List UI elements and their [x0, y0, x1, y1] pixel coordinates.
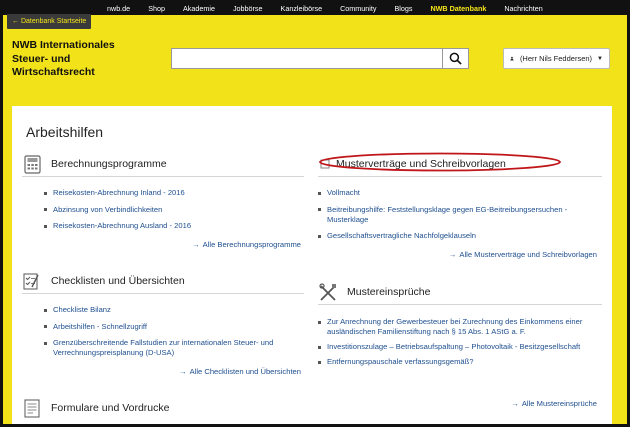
checklisten-link-list [44, 305, 299, 358]
more-link-label: Alle Berechnungsprogramme [202, 240, 301, 249]
divider [22, 293, 304, 294]
user-name: (Herr Nils Feddersen) [519, 54, 593, 63]
musterverträge-link-list [318, 188, 600, 241]
calculator-icon [22, 154, 42, 174]
list-item[interactable]: Reisekosten-Abrechnung Inland - 2016 [44, 188, 304, 198]
arrow-right-icon: → [178, 367, 187, 376]
list-item[interactable]: Abzinsung von Verbindlichkeiten [44, 205, 304, 215]
tools-icon [318, 282, 338, 302]
person-icon [510, 54, 514, 63]
brand-title[interactable] [12, 39, 152, 80]
search-button[interactable] [443, 48, 469, 69]
list-item[interactable]: Vollmacht [318, 188, 600, 198]
form-icon [22, 398, 42, 418]
user-menu-button[interactable] [503, 48, 610, 69]
section-formulare [22, 398, 169, 418]
list-item[interactable]: Entfernungspauschale verfassungsgemäß? [318, 357, 593, 367]
search-bar [171, 48, 469, 69]
top-navigation-items [98, 3, 552, 15]
divider [318, 304, 602, 305]
page-title: Arbeitshilfen [26, 124, 104, 140]
section-title[interactable]: Checklisten und Übersichten [51, 275, 185, 287]
list-item[interactable]: Grenzüberschreitende Fallstudien zur internationalen Steuer- und Verrechnungspreisplanung (D-USA) [44, 338, 299, 358]
brand-line-1: NWB Internationales [12, 39, 115, 51]
section-title[interactable]: Berechnungsprogramme [51, 158, 167, 170]
main-panel [12, 106, 612, 427]
list-item[interactable]: Gesellschaftsvertragliche Nachfolgeklauseln [318, 231, 600, 241]
search-icon [449, 52, 462, 65]
topnav-item-nachrichten[interactable]: Nachrichten [504, 4, 543, 13]
top-navigation [3, 3, 627, 15]
arrow-left-icon: ← [12, 18, 19, 25]
topnav-item-blogs[interactable]: Blogs [394, 4, 413, 13]
header [3, 15, 627, 107]
chevron-down-icon: ▼ [597, 55, 603, 62]
topnav-item-nwb[interactable]: nwb.de [107, 4, 131, 13]
brand-line-3: Wirtschaftsrecht [12, 66, 95, 78]
section-title[interactable]: Formulare und Vordrucke [51, 402, 170, 414]
topnav-item-jobboerse[interactable]: Jobbörse [232, 4, 263, 13]
berechnung-link-list [44, 188, 304, 231]
divider [22, 176, 304, 177]
all-musterverträge-link[interactable] [449, 250, 597, 259]
list-item[interactable]: Beitreibungshilfe: Feststellungsklage gegen EG-Beitreibungsersuchen - Musterklage [318, 205, 600, 225]
back-button-label: Datenbank Startseite [20, 18, 87, 25]
list-item[interactable]: Reisekosten-Abrechnung Ausland - 2016 [44, 221, 304, 231]
search-input[interactable] [171, 48, 443, 69]
all-checklisten-link[interactable] [179, 367, 301, 376]
list-item[interactable]: Zur Anrechnung der Gewerbesteuer bei Zurechnung des Einkommens einer ausländischen Familienstiftung nach § 15 Abs. 1 AStG a. F. [318, 317, 593, 337]
section-mustereinsprueche [318, 282, 430, 302]
section-checklisten [22, 271, 185, 291]
list-item[interactable]: Checkliste Bilanz [44, 305, 299, 315]
list-item[interactable]: Investitionszulage – Betriebsaufspaltung – Photovoltaik - Besitzgesellschaft [318, 342, 593, 352]
section-berechnungsprogramme [22, 154, 167, 174]
all-berechnungsprogramme-link[interactable] [192, 240, 301, 249]
document-icon [318, 154, 332, 174]
more-link-label: Alle Musterverträge und Schreibvorlagen [459, 250, 597, 259]
list-item[interactable]: Arbeitshilfen - Schnellzugriff [44, 322, 299, 332]
topnav-item-community[interactable]: Community [340, 4, 377, 13]
brand-line-2: Steuer- und [12, 52, 71, 65]
mustereinsprueche-link-list [318, 317, 593, 367]
more-link-label: Alle Mustereinsprüche [521, 399, 597, 408]
arrow-right-icon: → [511, 399, 519, 408]
topnav-item-kanzleiboerse[interactable]: Kanzleibörse [280, 4, 323, 13]
all-mustereinsprueche-link[interactable] [511, 399, 597, 408]
arrow-right-icon: → [192, 240, 200, 249]
more-link-label: Alle Checklisten und Übersichten [189, 367, 301, 376]
section-musterverträge [318, 154, 506, 174]
arrow-right-icon: → [448, 250, 457, 259]
section-title[interactable]: Mustereinsprüche [347, 286, 431, 298]
divider [318, 176, 602, 177]
topnav-item-akademie[interactable]: Akademie [182, 4, 215, 13]
section-title[interactable]: Musterverträge und Schreibvorlagen [336, 158, 506, 170]
checklist-icon [22, 271, 42, 291]
topnav-item-datenbank[interactable]: NWB Datenbank [430, 4, 487, 13]
topnav-item-shop[interactable]: Shop [148, 4, 165, 13]
